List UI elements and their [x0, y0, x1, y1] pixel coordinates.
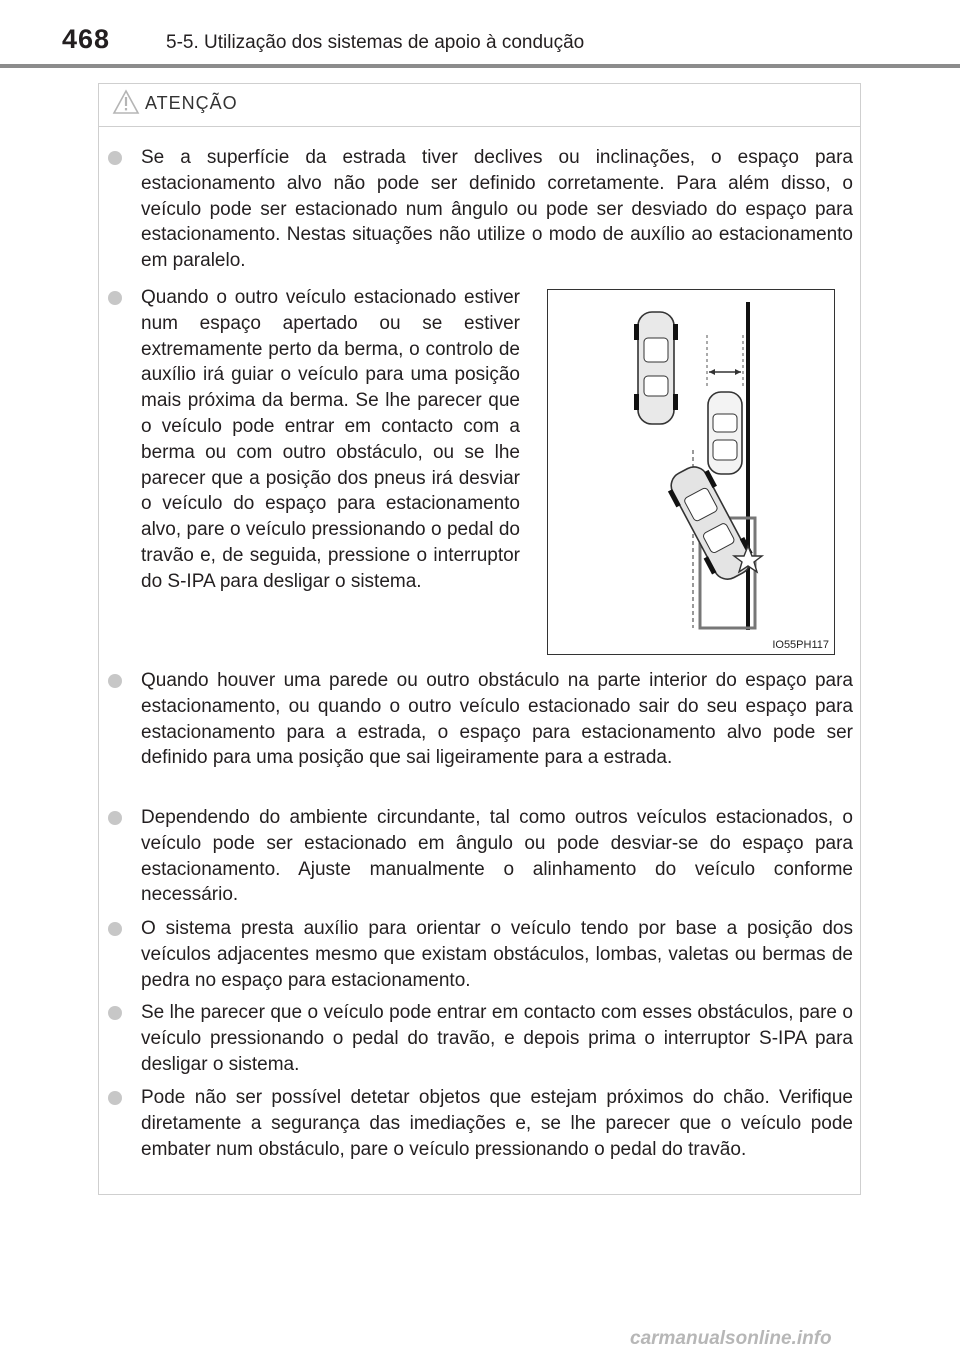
bullet-icon	[108, 922, 122, 936]
warning-item-text: O sistema presta auxílio para orientar o veículo tendo por base a posição dos veículos adjacentes mesmo que existam obstáculos, lombas, valetas ou bermas de pedra no espaço para estacionamento.	[141, 918, 853, 991]
warning-box	[98, 83, 861, 1195]
warning-triangle-icon	[112, 89, 140, 120]
bullet-icon	[108, 291, 122, 305]
warning-item-text: Quando houver uma parede ou outro obstáculo na parte interior do espaço para estacionamento, ou quando o outro veículo estacionado sair do seu espaço para estacionamento para a estrada, o espaço para estacionamento alvo pode ser definido para uma posição que sai ligeiramente para a estrada.	[141, 670, 853, 769]
warning-item-text: Quando o outro veículo estacionado estiver num espaço apertado ou se estiver extremamente perto da berma, o controlo de auxílio irá guiar o veículo para uma posição mais próxima da berma. Se lhe parecer que o veículo pode entrar em contacto com a berma ou com outro obstáculo, ou se lhe parecer que a posição dos pneus irá desviar o veículo do espaço para estacionamento alvo, pare o veículo pressionando o pedal do travão e, de seguida, pressione o interruptor do S-IPA para desligar o sistema.	[141, 287, 520, 592]
warning-title: ATENÇÃO	[145, 93, 238, 113]
warning-item	[108, 1000, 853, 1077]
header-rule	[0, 64, 960, 68]
warning-item-text: Se a superfície da estrada tiver declives ou inclinações, o espaço para estacionamento alvo não pode ser definido corretamente. Para além disso, o veículo pode ser estacionado num ângulo ou pode ser desviado do espaço para estacionamento. Nestas situações não utilize o modo de auxílio ao estacionamento em paralelo.	[141, 147, 853, 272]
figure-code: IO55PH117	[772, 639, 829, 651]
bullet-icon	[108, 151, 122, 165]
bullet-icon	[108, 811, 122, 825]
bullet-icon	[108, 1006, 122, 1020]
section-title: 5-5. Utilização dos sistemas de apoio à condução	[166, 32, 585, 53]
warning-item	[108, 285, 520, 595]
footer-watermark: carmanualsonline.info	[630, 1328, 832, 1349]
warning-item	[108, 668, 853, 771]
warning-item	[108, 145, 853, 274]
warning-item-text: Dependendo do ambiente circundante, tal como outros veículos estacionados, o veículo pode ser estacionado em ângulo ou pode desviar-se do espaço para estacionamento. Ajuste manualmente o alinhamento do veículo conforme necessário.	[141, 807, 853, 906]
parked-car-front-icon	[634, 312, 678, 424]
warning-item	[108, 916, 853, 993]
warning-item-text: Pode não ser possível detetar objetos que estejam próximos do chão. Verifique diretamente a segurança das imediações e, se lhe parecer que o veículo pode embater num obstáculo, pare o veículo pressionando o pedal do travão.	[141, 1087, 853, 1160]
parking-diagram-svg	[548, 290, 834, 654]
parking-illustration	[547, 289, 835, 655]
warning-item	[108, 1085, 853, 1162]
warning-item	[108, 805, 853, 908]
warning-item-text: Se lhe parecer que o veículo pode entrar em contacto com esses obstáculos, pare o veículo pressionando o pedal do travão, e depois prima o interruptor S-IPA para desligar o sistema.	[141, 1002, 853, 1075]
bullet-icon	[108, 1091, 122, 1105]
page-number: 468	[62, 24, 111, 54]
warning-header	[99, 84, 860, 127]
bullet-icon	[108, 674, 122, 688]
parked-car-rear-icon	[708, 392, 742, 474]
